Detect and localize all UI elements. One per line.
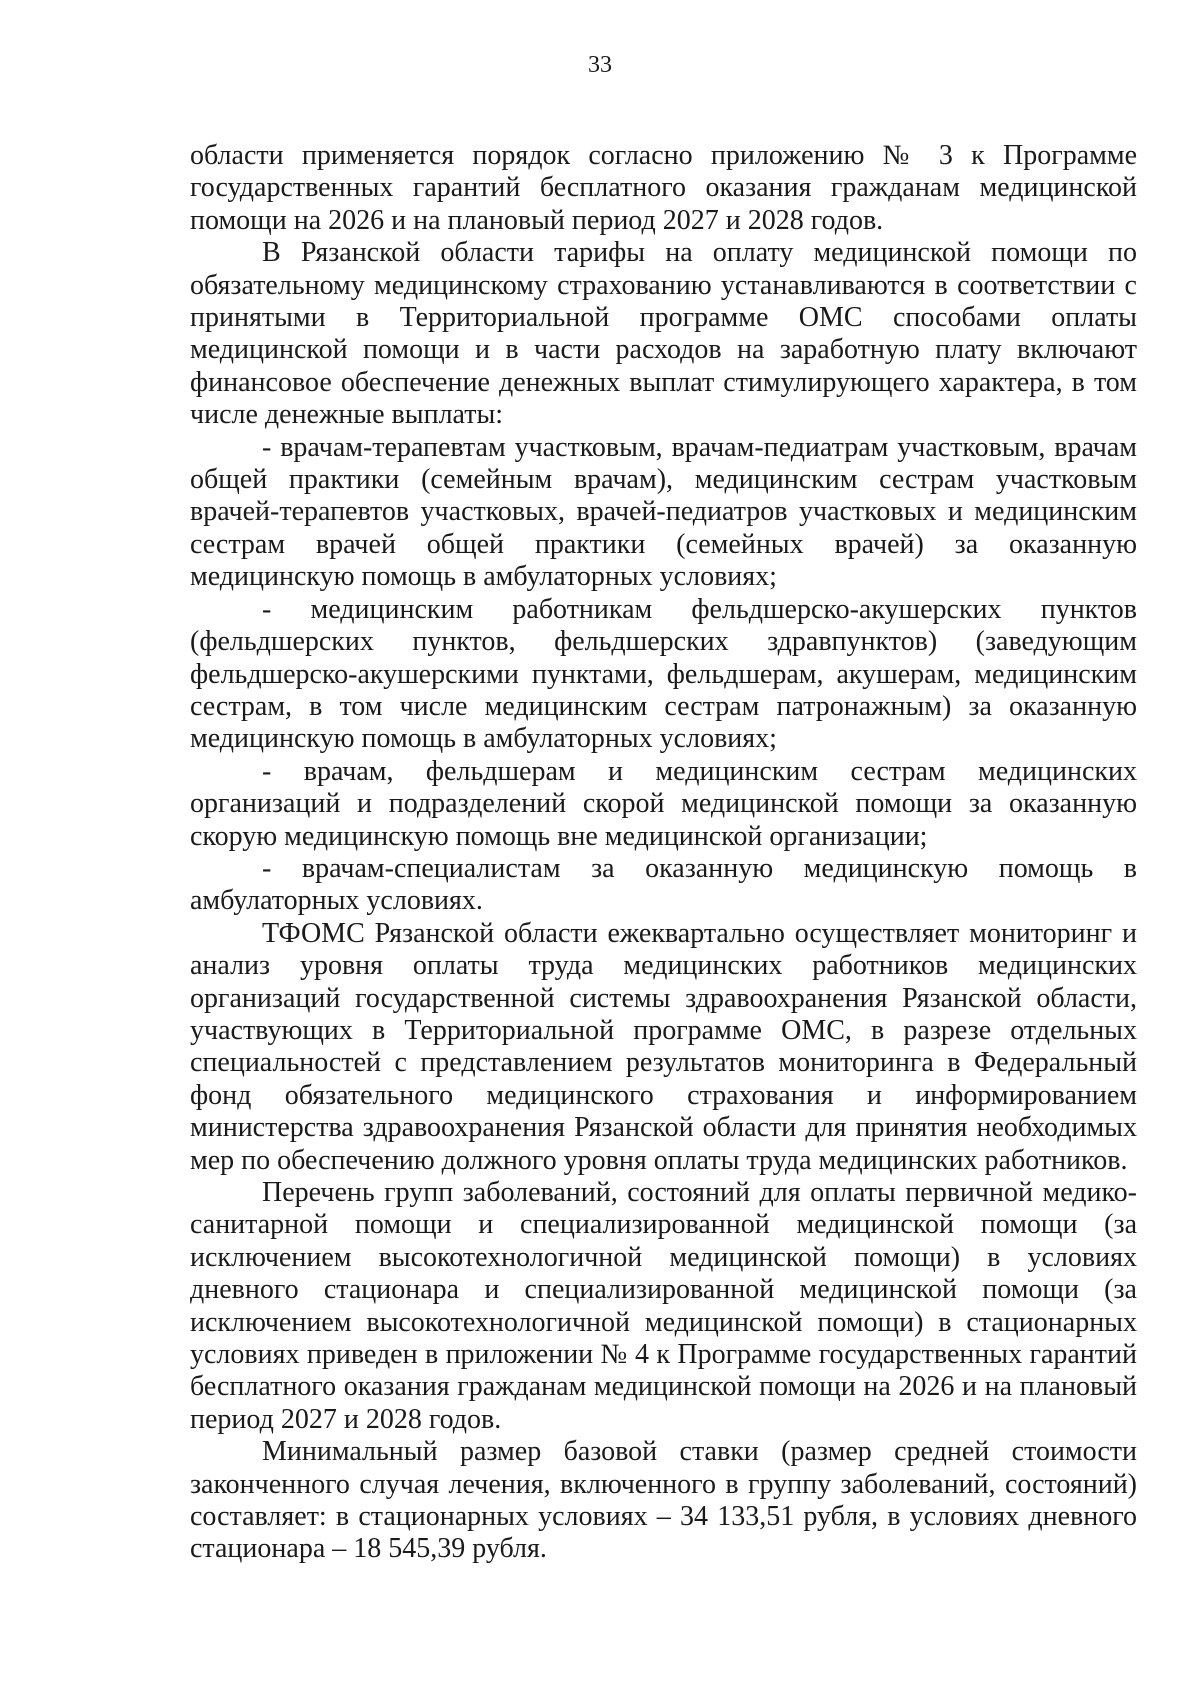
paragraph-continuation: области применяется порядок согласно приложению № 3 к Программе государственных гарантий бесплатного оказания гражданам медицинской помощи на 2026 и на плановый период 2027 и 2028 годов. xyxy=(190,140,1137,236)
page-number: 33 xyxy=(588,52,612,78)
list-item-district-doctors: - врачам-терапевтам участковым, врачам-педиатрам участковым, врачам общей практики (семейным врачам), медицинским сестрам участковым врачей-терапевтов участковых, врачей-педиатров участковых и медицинским сестрам врачей общей практики (семейных врачей) за оказанную медицинскую помощь в амбулаторных условиях; xyxy=(190,431,1137,593)
paragraph-base-rate: Минимальный размер базовой ставки (размер средней стоимости законченного случая лечения, включенного в группу заболеваний, состояний) составляет: в стационарных условиях – 34 133,51 рубля, в условиях дневного стационара – 18 545,39 рубля. xyxy=(190,1436,1137,1565)
paragraph-monitoring: ТФОМС Рязанской области ежеквартально осуществляет мониторинг и анализ уровня оплаты труда медицинских работников медицинских организаций государственной системы здравоохранения Рязанской области, участвующих в Территориальной программе ОМС, в разрезе отдельных специальностей с представлением результатов мониторинга в Федеральный фонд обязательного медицинского страхования и информированием министерства здравоохранения Рязанской области для принятия необходимых мер по обеспечению должного уровня оплаты труда медицинских работников. xyxy=(190,917,1137,1176)
paragraph-tariffs: В Рязанской области тарифы на оплату медицинской помощи по обязательному медицинскому страхованию устанавливаются в соответствии с принятыми в Территориальной программе ОМС способами оплаты медицинской помощи и в части расходов на заработную плату включают финансовое обеспечение денежных выплат стимулирующего характера, в том числе денежные выплаты: xyxy=(190,237,1137,431)
paragraph-disease-groups: Перечень групп заболеваний, состояний для оплаты первичной медико-санитарной помощи и специализированной медицинской помощи (за исключением высокотехнологичной медицинской помощи) в условиях дневного стационара и специализированной медицинской помощи (за исключением высокотехнологичной медицинской помощи) в стационарных условиях приведен в приложении № 4 к Программе государственных гарантий бесплатного оказания гражданам медицинской помощи на 2026 и на плановый период 2027 и 2028 годов. xyxy=(190,1177,1137,1435)
document-body xyxy=(190,140,1137,1566)
list-item-emergency-care: - врачам, фельдшерам и медицинским сестрам медицинских организаций и подразделений скорой медицинской помощи за оказанную скорую медицинскую помощь вне медицинской организации; xyxy=(190,755,1137,852)
list-item-feldsher-stations: - медицинским работникам фельдшерско-акушерских пунктов (фельдшерских пунктов, фельдшерских здравпунктов) (заведующим фельдшерско-акушерскими пунктами, фельдшерам, акушерам, медицинским сестрам, в том числе медицинским сестрам патронажным) за оказанную медицинскую помощь в амбулаторных условиях; xyxy=(190,593,1137,755)
list-item-specialists: - врачам-специалистам за оказанную медицинскую помощь в амбулаторных условиях. xyxy=(190,852,1137,917)
